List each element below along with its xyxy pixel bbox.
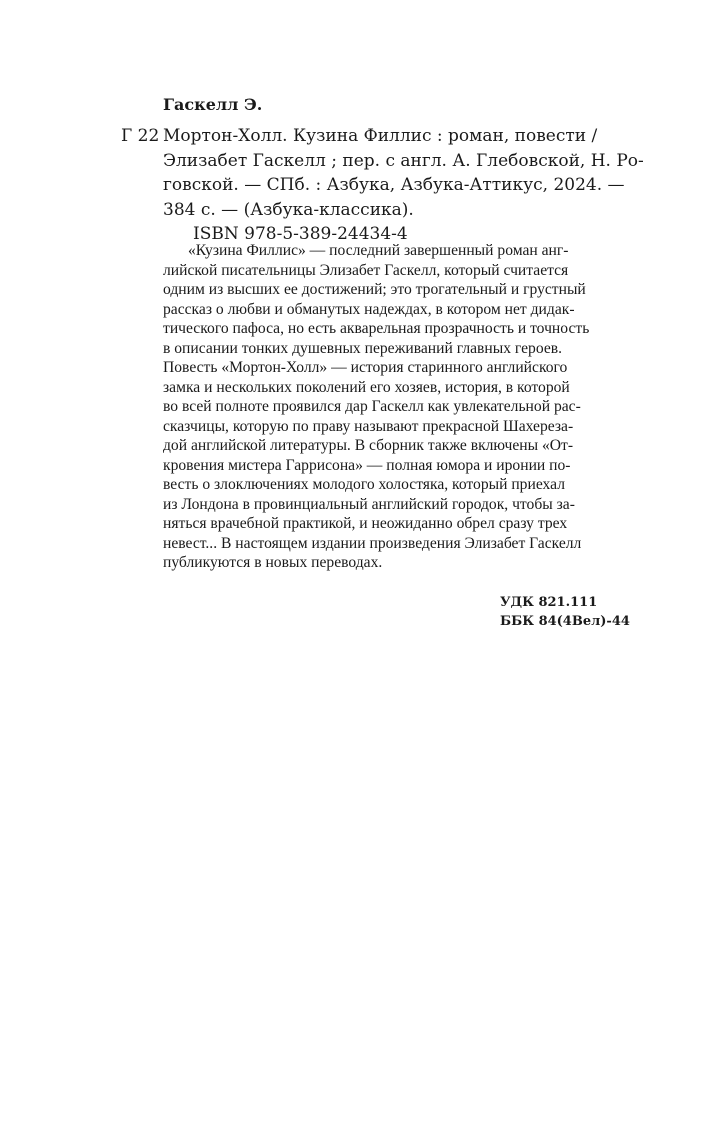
annotation-line: няться врачебной практикой, и неожиданно обрел сразу трех [163,515,568,532]
annotation-line: в описании тонких душевных переживаний главных героев. [163,339,563,357]
annotation-line: «Кузина Филлис» — последний завершенный роман анг- [188,242,569,259]
annotation-line: дой английской литературы. В сборник также включены «От- [163,437,574,454]
annotation-line: весть о злоключениях молодого холостяка, который приехал [163,476,565,493]
annotation-line: из Лондона в провинциальный английский городок, чтобы за- [163,495,575,513]
biblio-line: Мортон-Холл. Кузина Филлис : роман, повести / [163,126,598,146]
annotation-line: рассказ о любви и обманутых надеждах, в котором нет дидак- [163,300,575,318]
annotation-line: кровения мистера Гаррисона» — полная юмора и иронии по- [163,456,571,474]
biblio-line: Элизабет Гаскелл ; пер. с англ. А. Глебовской, Н. Ро- [163,150,644,171]
classification-codes [500,593,630,631]
annotation-line: тического пафоса, но есть акварельная прозрачность и точность [163,320,590,337]
biblio-line: говской. — СПб. : Азбука, Азбука-Аттикус, 2024. — [163,175,625,195]
annotation-line: лийской писательницы Элизабет Гаскелл, который считается [163,261,569,279]
bbk-code: ББК 84(4Вел)-44 [500,614,630,629]
biblio-line: 384 с. — (Азбука-классика). [163,199,414,220]
annotation-line: невест... В настоящем издании произведения Элизабет Гаскелл [163,534,582,552]
annotation-line: во всей полноте проявился дар Гаскелл как увлекательной рас- [163,398,581,415]
isbn-line: ISBN 978-5-389-24434-4 [193,224,408,244]
author-mark-code: Г 22 [121,126,160,146]
bibliographic-record [163,124,644,247]
udk-code: УДК 821.111 [500,595,598,610]
author-heading: Гаскелл Э. [163,95,263,114]
annotation-line: одним из высших ее достижений; это трогательный и грустный [163,281,586,298]
annotation-line: Повесть «Мортон-Холл» — история старинного английского [163,359,568,376]
annotation-line: замка и нескольких поколений его хозяев, история, в которой [163,378,570,396]
annotation-line: сказчицы, которую по праву называют прекрасной Шахереза- [163,417,574,435]
annotation-line: публикуются в новых переводах. [163,554,383,571]
annotation-paragraph [163,241,633,573]
